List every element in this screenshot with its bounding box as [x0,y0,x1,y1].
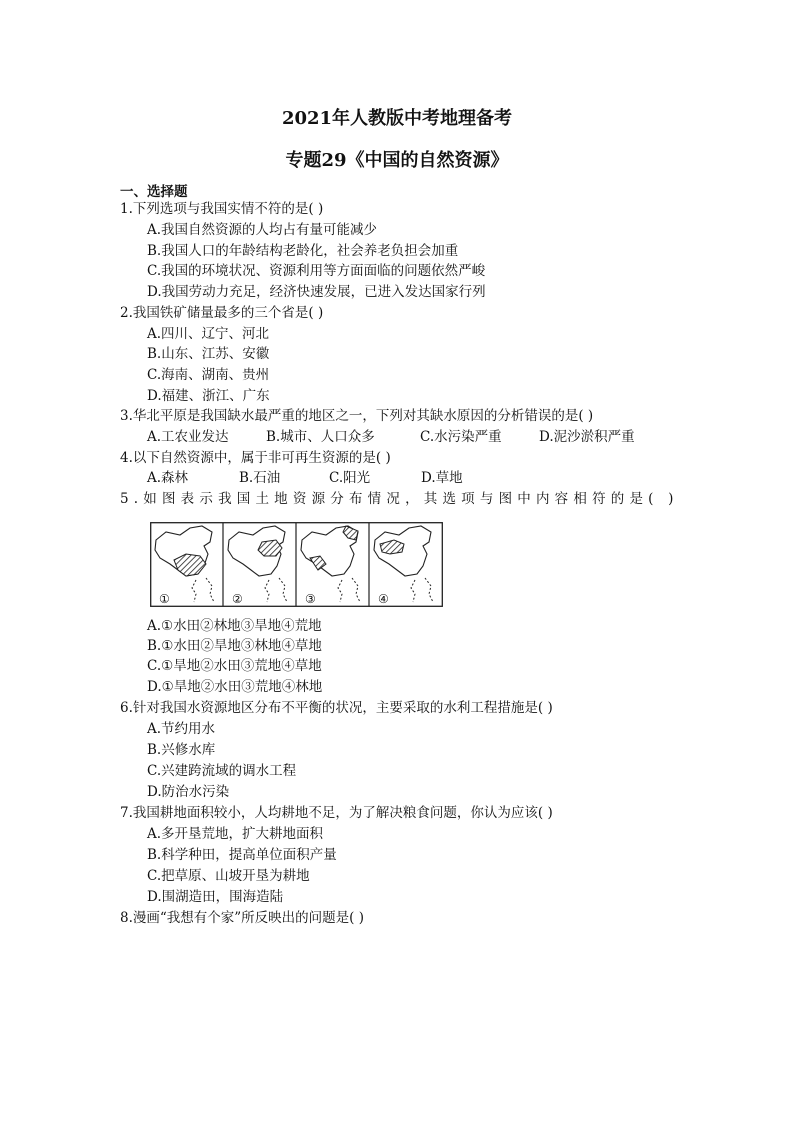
document-subtitle: 专题29《中国的自然资源》 [285,150,509,171]
question-7-stem: 7.我国耕地面积较小，人均耕地不足，为了解决粮食问题，你认为应该( ) [120,805,553,821]
question-6-option-a: A.节约用水 [147,721,216,737]
question-6-option-d: D.防治水污染 [147,784,230,800]
question-2-option-c: C.海南、湖南、贵州 [147,367,270,383]
question-6-option-b: B.兴修水库 [147,742,216,758]
question-1-option-c: C.我国的环境状况、资源利用等方面面临的问题依然严峻 [147,263,486,279]
question-8-stem: 8.漫画“我想有个家”所反映出的问题是( ) [120,910,365,926]
question-1-option-d: D.我国劳动力充足，经济快速发展，已进入发达国家行列 [147,284,486,300]
question-3-option-c: C.水污染严重 [420,429,502,445]
question-3-option-b: B.城市、人口众多 [266,429,375,445]
question-1-option-b: B.我国人口的年龄结构老龄化，社会养老负担会加重 [147,243,459,259]
question-5-option-c: C.①旱地②水田③荒地④草地 [147,658,322,674]
question-6-stem: 6.针对我国水资源地区分布不平衡的状况，主要采取的水利工程措施是( ) [120,700,553,716]
question-4-option-d: D.草地 [421,470,463,486]
map-label-4: ④ [378,592,389,606]
question-4-option-c: C.阳光 [329,470,371,486]
question-5-option-d: D.①旱地②水田③荒地④林地 [147,679,323,695]
question-7-option-b: B.科学种田，提高单位面积产量 [147,847,337,863]
question-4-option-b: B.石油 [239,470,281,486]
land-resource-maps-figure [150,522,443,607]
question-7-option-a: A.多开垦荒地，扩大耕地面积 [147,826,324,842]
question-2-stem: 2.我国铁矿储量最多的三个省是( ) [120,305,324,321]
question-2-option-b: B.山东、江苏、安徽 [147,346,270,362]
question-4-stem: 4.以下自然资源中，属于非可再生资源的是( ) [120,450,391,466]
question-1-option-a: A.我国自然资源的人均占有量可能减少 [147,222,378,238]
section-heading: 一、选择题 [120,184,188,200]
question-7-option-d: D.围湖造田，围海造陆 [147,889,284,905]
question-1-stem: 1.下列选项与我国实情不符的是( ) [120,201,324,217]
question-3-option-a: A.工农业发达 [147,429,229,445]
question-5-option-a: A.①水田②林地③旱地④荒地 [147,618,322,634]
question-5-stem: 5.如图表示我国土地资源分布情况，其选项与图中内容相符的是( ) [120,491,679,507]
document-title: 2021年人教版中考地理备考 [281,108,513,129]
question-5-option-b: B.①水田②旱地③林地④草地 [147,638,322,654]
question-4-option-a: A.森林 [147,470,189,486]
question-3-option-d: D.泥沙淤积严重 [539,429,635,445]
question-2-option-a: A.四川、辽宁、河北 [147,326,270,342]
map-label-2: ② [232,592,243,606]
question-6-option-c: C.兴建跨流域的调水工程 [147,763,297,779]
map-label-3: ③ [305,592,316,606]
question-7-option-c: C.把草原、山坡开垦为耕地 [147,868,310,884]
question-3-stem: 3.华北平原是我国缺水最严重的地区之一，下列对其缺水原因的分析错误的是( ) [120,408,594,424]
map-label-1: ① [159,592,170,606]
question-2-option-d: D.福建、浙江、广东 [147,388,270,404]
